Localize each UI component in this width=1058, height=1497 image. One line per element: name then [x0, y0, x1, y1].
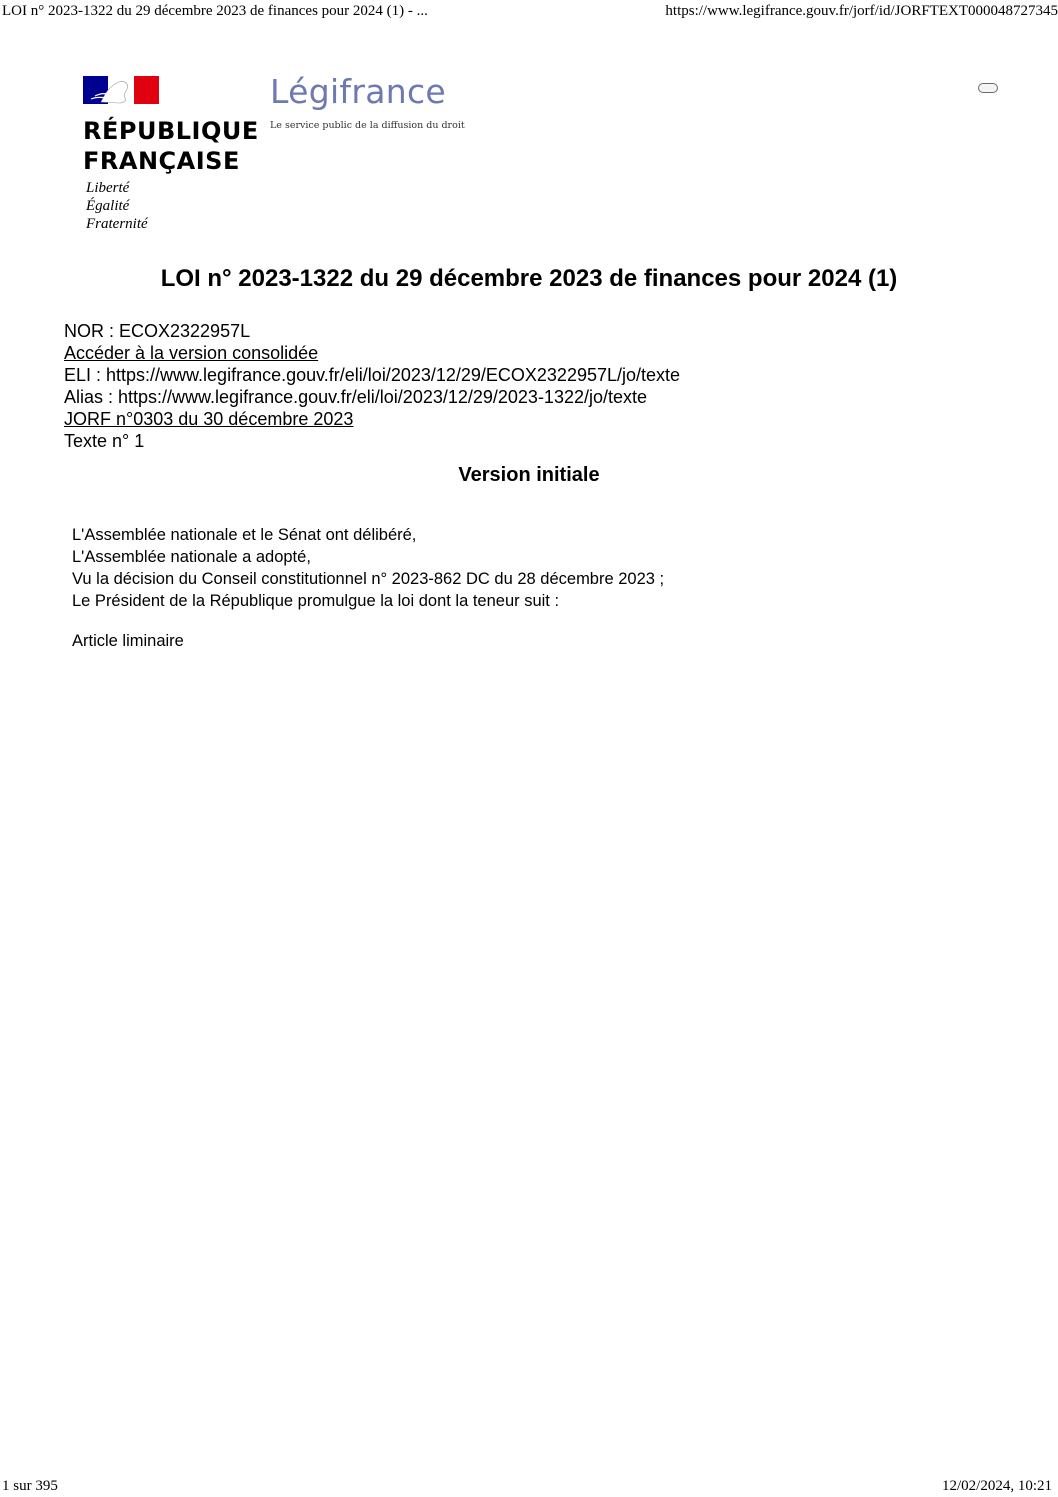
devise: Liberté Égalité Fraternité [86, 180, 148, 232]
site-logo[interactable] [83, 72, 483, 236]
print-datetime: 12/02/2024, 10:21 [941, 1478, 1052, 1494]
marianne-flag-icon [83, 76, 159, 104]
republique-francaise-wordmark: RÉPUBLIQUE FRANÇAISE [83, 117, 259, 175]
preamble-line: L'Assemblée nationale a adopté, [72, 548, 311, 566]
print-footer [0, 1475, 1058, 1497]
consolidated-version-link[interactable]: Accéder à la version consolidée [64, 343, 319, 363]
preamble-line: Le Président de la République promulgue la loi dont la teneur suit : [72, 592, 560, 610]
print-header [0, 0, 1058, 22]
document-title: LOI n° 2023-1322 du 29 décembre 2023 de finances pour 2024 (1) [160, 265, 898, 292]
legifrance-tagline: Le service public de la diffusion du droit [270, 120, 465, 131]
version-heading: Version initiale [458, 464, 600, 486]
menu-toggle-button[interactable] [978, 83, 998, 93]
alias-line: Alias : https://www.legifrance.gouv.fr/eli/loi/2023/12/29/2023-1322/jo/texte [64, 387, 648, 407]
legifrance-name: Légifrance [270, 72, 446, 111]
jorf-link[interactable]: JORF n°0303 du 30 décembre 2023 [64, 409, 354, 429]
texte-number: Texte n° 1 [64, 431, 145, 451]
eli-line: ELI : https://www.legifrance.gouv.fr/eli/loi/2023/12/29/ECOX2322957L/jo/texte [64, 365, 681, 385]
document-metadata [64, 320, 680, 452]
preamble-line: Vu la décision du Conseil constitutionnel n° 2023-862 DC du 28 décembre 2023 ; [72, 570, 665, 588]
page-counter: 1 sur 395 [2, 1478, 58, 1494]
print-header-title: LOI n° 2023-1322 du 29 décembre 2023 de finances pour 2024 (1) - ... [2, 3, 428, 19]
print-header-url: https://www.legifrance.gouv.fr/jorf/id/JORFTEXT000048727345 [665, 3, 1058, 19]
preamble-line: L'Assemblée nationale et le Sénat ont délibéré, [72, 526, 417, 544]
preamble [72, 524, 664, 612]
article-heading: Article liminaire [72, 632, 184, 650]
nor-line: NOR : ECOX2322957L [64, 321, 251, 341]
